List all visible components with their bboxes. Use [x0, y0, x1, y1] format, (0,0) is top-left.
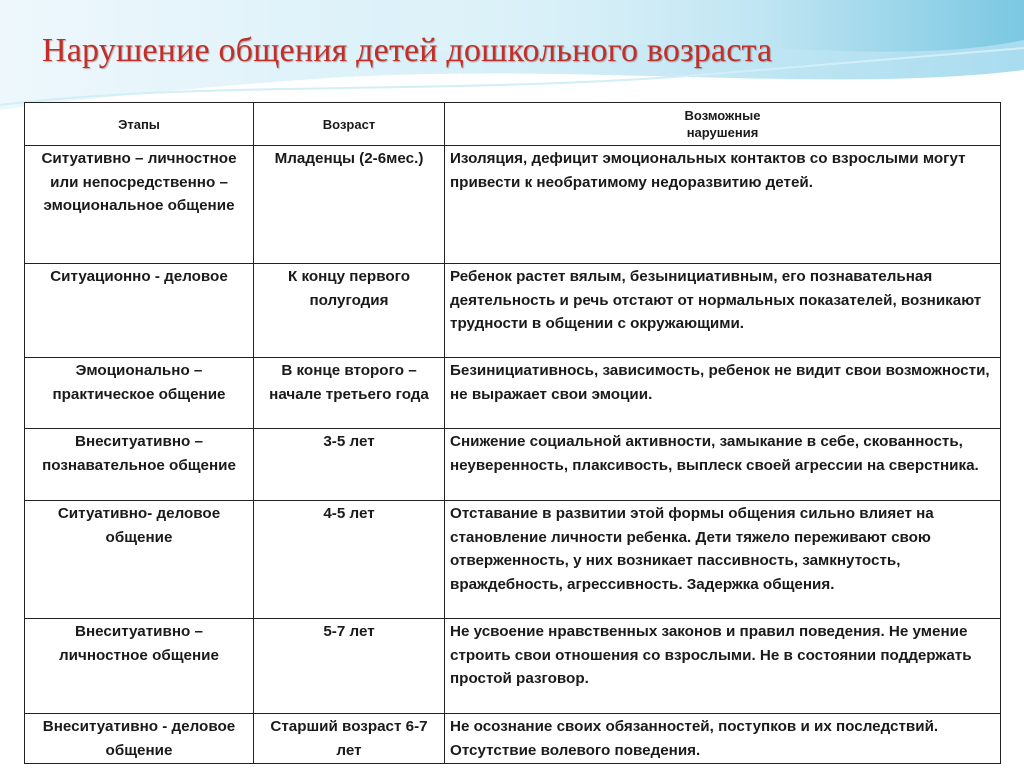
table-row [25, 264, 1001, 358]
age-cell: Старший возраст 6-7 лет [254, 714, 445, 764]
issues-cell: Изоляция, дефицит эмоциональных контактов со взрослыми могут привести к необратимому недоразвитию детей. [445, 146, 1001, 264]
table-row [25, 146, 1001, 264]
issues-cell: Не осознание своих обязанностей, поступков и их последствий. Отсутствие волевого поведения. [445, 714, 1001, 764]
table-row [25, 619, 1001, 714]
issues-cell: Не усвоение нравственных законов и правил поведения. Не умение строить свои отношения со взрослыми. Не в состоянии поддержать простой разговор. [445, 619, 1001, 714]
page-title: Нарушение общения детей дошкольного возраста [42, 32, 773, 69]
header-issues-line1: Возможные [684, 108, 761, 123]
age-cell: В конце второго – начале третьего года [254, 358, 445, 429]
issues-cell: Ребенок растет вялым, безынициативным, его познавательная деятельность и речь отстают от нормальных показателей, возникают трудности в общении с окружающими. [445, 264, 1001, 358]
issues-cell: Снижение социальной активности, замыкание в себе, скованность, неуверенность, плаксивость, выплеск своей агрессии на сверстника. [445, 429, 1001, 501]
communication-disorders-table [24, 102, 1001, 764]
stage-cell: Ситуативно – личностное или непосредственно – эмоциональное общение [25, 146, 254, 264]
table-row [25, 358, 1001, 429]
stage-cell: Внеситуативно – познавательное общение [25, 429, 254, 501]
age-cell: К концу первого полугодия [254, 264, 445, 358]
stage-cell: Внеситуативно – личностное общение [25, 619, 254, 714]
age-cell: Младенцы (2-6мес.) [254, 146, 445, 264]
stage-cell: Эмоционально – практическое общение [25, 358, 254, 429]
header-age: Возраст [254, 103, 445, 146]
header-issues-line2: нарушения [686, 125, 759, 140]
age-cell: 5-7 лет [254, 619, 445, 714]
header-stage: Этапы [25, 103, 254, 146]
table-row [25, 714, 1001, 764]
stage-cell: Ситуационно - деловое [25, 264, 254, 358]
issues-cell: Отставание в развитии этой формы общения сильно влияет на становление личности ребенка. Дети тяжело переживают свою отверженность, у них возникает пассивность, замкнутость, враждебность, агрессивность. Задержка общения. [445, 501, 1001, 619]
table-header-row [25, 103, 1001, 146]
issues-cell: Безинициативнось, зависимость, ребенок не видит свои возможности, не выражает свои эмоции. [445, 358, 1001, 429]
header-issues [445, 103, 1001, 146]
age-cell: 3-5 лет [254, 429, 445, 501]
stage-cell: Ситуативно- деловое общение [25, 501, 254, 619]
stage-cell: Внеситуативно - деловое общение [25, 714, 254, 764]
age-cell: 4-5 лет [254, 501, 445, 619]
table-row [25, 501, 1001, 619]
table-row [25, 429, 1001, 501]
